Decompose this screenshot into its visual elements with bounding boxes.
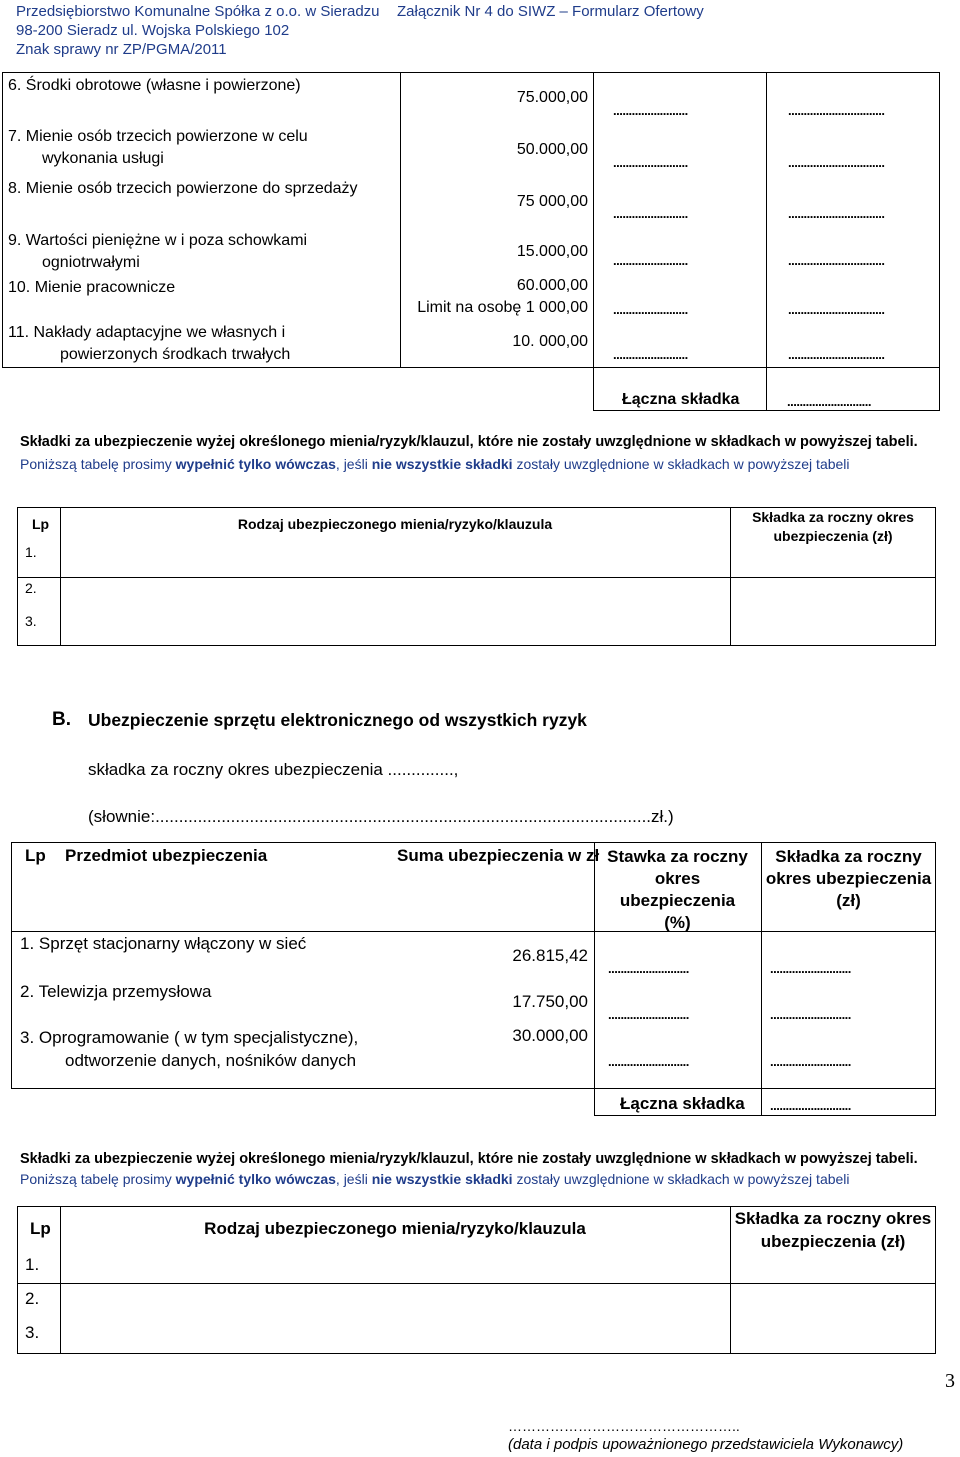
company-name: Przedsiębiorstwo Komunalne Spółka z o.o. w Sieradzu	[16, 3, 380, 20]
table-b-rate-3[interactable]: ..........................	[608, 1054, 689, 1069]
table-b-rate-header: Stawka za roczny okres ubezpieczenia (%)	[607, 847, 748, 932]
table-a-row-11: 11. Nakłady adaptacyjne we własnych i powierzonych środkach trwałych	[8, 324, 291, 363]
extra-1-lp-header: Lp	[32, 516, 50, 532]
table-b-premium-header: Składka za roczny okres ubezpieczenia (zł)	[765, 847, 932, 910]
extra-2-row-1: 1.	[25, 1255, 40, 1274]
table-a-total-value[interactable]: ...........................	[787, 394, 872, 409]
extra-1-col2-header: Rodzaj ubezpieczonego mienia/ryzyko/klauzula	[237, 516, 553, 532]
table-a-rate-9[interactable]: ........................	[613, 253, 688, 268]
table-b-row-2: 2. Telewizja przemysłowa	[20, 982, 212, 1001]
table-b-rate-1[interactable]: ..........................	[608, 961, 689, 976]
table-a-row-8: 8. Mienie osób trzecich powierzone do sprzedaży	[8, 180, 358, 197]
extra-2-col3-header: Składka za roczny okres ubezpieczenia (zł)	[734, 1209, 932, 1251]
table-b-sum-2: 17.750,00	[512, 992, 588, 1011]
table-b-lp-header: Lp	[25, 846, 46, 865]
extra-2-row-2: 2.	[25, 1289, 40, 1308]
extra-1-row-2: 2.	[25, 580, 37, 596]
table-a-sum-9: 15.000,00	[516, 243, 588, 260]
table-a-sum-7: 50.000,00	[516, 141, 588, 158]
table-a-sum-10: 60.000,00	[516, 277, 588, 294]
table-a-sum-6: 75.000,00	[516, 89, 588, 106]
table-a-premium-11[interactable]: ...............................	[788, 347, 885, 362]
table-a-rate-11[interactable]: ........................	[613, 347, 688, 362]
table-a-premium-9[interactable]: ...............................	[788, 253, 885, 268]
extra-1-row-1: 1.	[25, 544, 37, 560]
table-b-rate-2[interactable]: ..........................	[608, 1007, 689, 1022]
table-a-row-6: 6. Środki obrotowe (własne i powierzone)	[8, 77, 301, 94]
table-a-rate-10[interactable]: ........................	[613, 302, 688, 317]
note-2-instruction: Poniższą tabelę prosimy wypełnić tylko wówczas, jeśli nie wszystkie składki zostały uwzględnione w składkach w powyższej tabeli	[20, 1171, 850, 1187]
note-1-instruction: Poniższą tabelę prosimy wypełnić tylko wówczas, jeśli nie wszystkie składki zostały uwzględnione w składkach w powyższej tabeli	[20, 456, 850, 472]
table-a-premium-10[interactable]: ...............................	[788, 302, 885, 317]
table-a-limit-10: Limit na osobę 1 000,00	[417, 299, 588, 316]
page-number: 3	[945, 1370, 955, 1392]
table-a-total-label: Łączna składka	[622, 391, 740, 408]
note-2-bold: Składki za ubezpieczenie wyżej określonego mienia/ryzyk/klauzul, które nie zostały uwzględnione w składkach w powyższej tabeli.	[20, 1151, 918, 1167]
section-b-in-words: (słownie:.........................................................................................................zł.)	[88, 807, 674, 826]
table-b-subject-header: Przedmiot ubezpieczenia	[65, 846, 268, 865]
table-a-sum-11: 10. 000,00	[512, 333, 588, 350]
extra-1-row-3: 3.	[25, 613, 37, 629]
table-a-row-9: 9. Wartości pieniężne w i poza schowkami ogniotrwałymi	[8, 232, 308, 271]
section-b-letter: B.	[52, 709, 71, 730]
table-b-premium-2[interactable]: ..........................	[770, 1007, 851, 1022]
table-a-rate-7[interactable]: ........................	[613, 155, 688, 170]
table-b-row-1: 1. Sprzęt stacjonarny włączony w sieć	[20, 934, 307, 953]
table-a-premium-6[interactable]: ...............................	[788, 103, 885, 118]
case-number: Znak sprawy nr ZP/PGMA/2011	[16, 41, 227, 58]
extra-2-col2-header: Rodzaj ubezpieczonego mienia/ryzyko/klauzula	[204, 1219, 586, 1238]
extra-2-lp-header: Lp	[30, 1219, 51, 1238]
note-1-bold: Składki za ubezpieczenie wyżej określonego mienia/ryzyk/klauzul, które nie zostały uwzględnione w składkach w powyższej tabeli.	[20, 434, 918, 450]
extra-2-row-3: 3.	[25, 1323, 40, 1342]
section-b-premium-line: składka za roczny okres ubezpieczenia ..............,	[88, 760, 459, 779]
table-a-premium-7[interactable]: ...............................	[788, 155, 885, 170]
extra-1-col3-header: Składka za roczny okres ubezpieczenia (zł)	[752, 509, 914, 544]
company-address: 98-200 Sieradz ul. Wojska Polskiego 102	[16, 22, 290, 39]
table-a-rate-8[interactable]: ........................	[613, 206, 688, 221]
table-a-rate-6[interactable]: ........................	[613, 103, 688, 118]
table-a-premium-8[interactable]: ...............................	[788, 206, 885, 221]
signature-line[interactable]: …………………………………………..	[508, 1418, 740, 1434]
table-a-row-7: 7. Mienie osób trzecich powierzone w celu wykonania usługi	[8, 128, 308, 167]
attachment-title: Załącznik Nr 4 do SIWZ – Formularz Ofertowy	[397, 3, 704, 20]
table-b-sum-1: 26.815,42	[512, 946, 588, 965]
table-a-sum-8: 75 000,00	[516, 193, 588, 210]
signature-caption: (data i podpis upoważnionego przedstawiciela Wykonawcy)	[508, 1436, 904, 1453]
table-b-total-value[interactable]: ..........................	[770, 1098, 851, 1113]
table-b-sum-header: Suma ubezpieczenia w zł	[397, 846, 600, 865]
table-b-sum-3: 30.000,00	[512, 1026, 588, 1045]
table-b-premium-3[interactable]: ..........................	[770, 1054, 851, 1069]
table-b-premium-1[interactable]: ..........................	[770, 961, 851, 976]
table-b-total-label: Łączna składka	[620, 1094, 745, 1113]
table-a-row-10: 10. Mienie pracownicze	[8, 279, 176, 296]
table-b-row-3: 3. Oprogramowanie ( w tym specjalistyczne), odtworzenie danych, nośników danych	[20, 1028, 359, 1070]
section-b-title: Ubezpieczenie sprzętu elektronicznego od wszystkich ryzyk	[88, 710, 587, 730]
